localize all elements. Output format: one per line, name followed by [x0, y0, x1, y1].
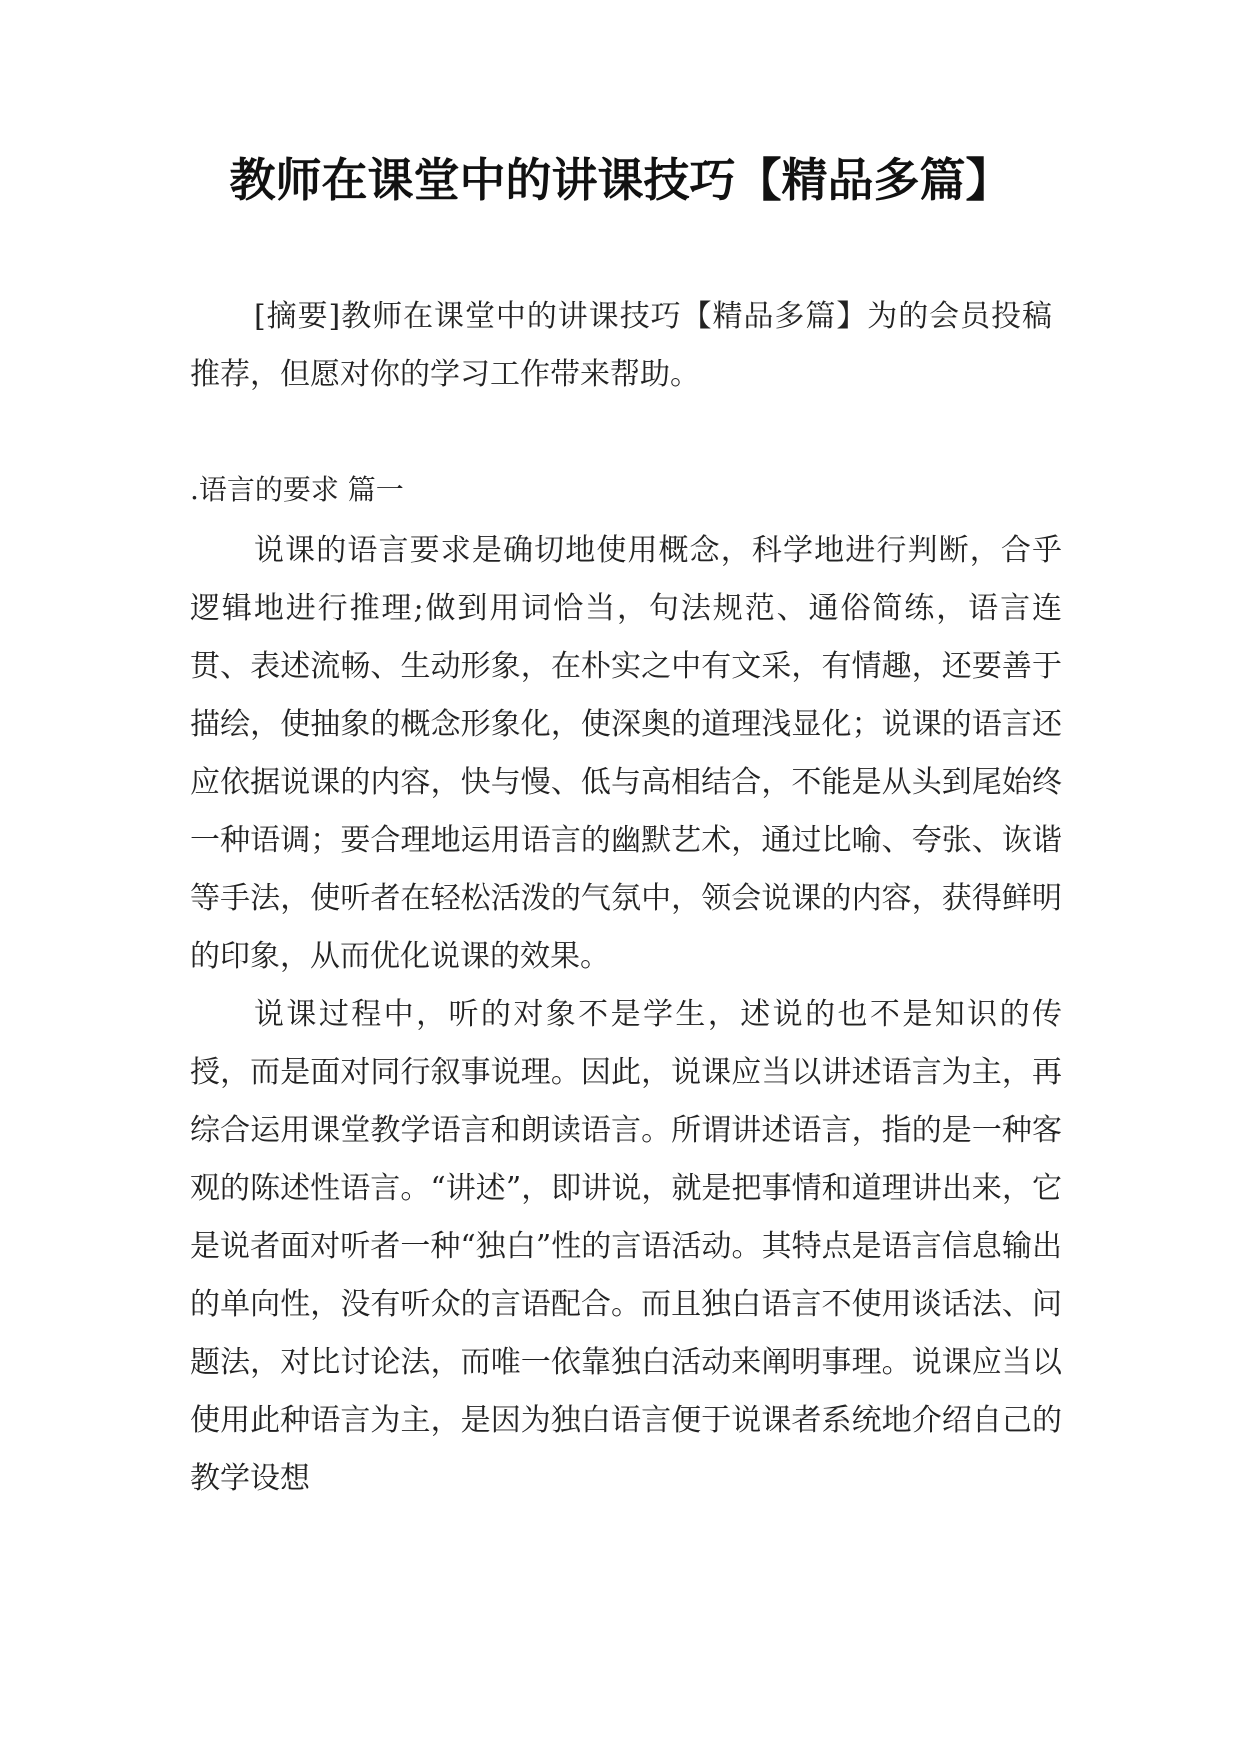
body-text	[190, 522, 1062, 1508]
body-paragraph-1: 说课的语言要求是确切地使用概念，科学地进行判断，合乎逻辑地进行推理;做到用词恰当，句法规范、通俗简练，语言连贯、表述流畅、生动形象，在朴实之中有文采，有情趣，还要善于描绘，使抽象的概念形象化，使深奥的道理浅显化；说课的语言还应依据说课的内容，快与慢、低与高相结合，不能是从头到尾始终一种语调；要合理地运用语言的幽默艺术，通过比喻、夸张、诙谐等手法，使听者在轻松活泼的气氛中，领会说课的内容，获得鲜明的印象，从而优化说课的效果。	[190, 533, 1062, 974]
body-paragraph-2: 说课过程中，听的对象不是学生，述说的也不是知识的传授，而是面对同行叙事说理。因此，说课应当以讲述语言为主，再综合运用课堂教学语言和朗读语言。所谓讲述语言，指的是一种客观的陈述性语言。“讲述”，即讲说，就是把事情和道理讲出来，它是说者面对听者一种“独白”性的言语活动。其特点是语言信息输出的单向性，没有听众的言语配合。而且独白语言不使用谈话法、问题法，对比讨论法，而唯一依靠独白活动来阐明事理。说课应当以使用此种语言为主，是因为独白语言便于说课者系统地介绍自己的教学设想	[190, 997, 1062, 1496]
document-title: 教师在课堂中的讲课技巧【精品多篇】	[229, 153, 1012, 207]
abstract-paragraph: [摘要]教师在课堂中的讲课技巧【精品多篇】为的会员投稿推荐，但愿对你的学习工作带来帮助。	[190, 299, 1052, 392]
section-heading: .语言的要求 篇一	[190, 473, 404, 506]
